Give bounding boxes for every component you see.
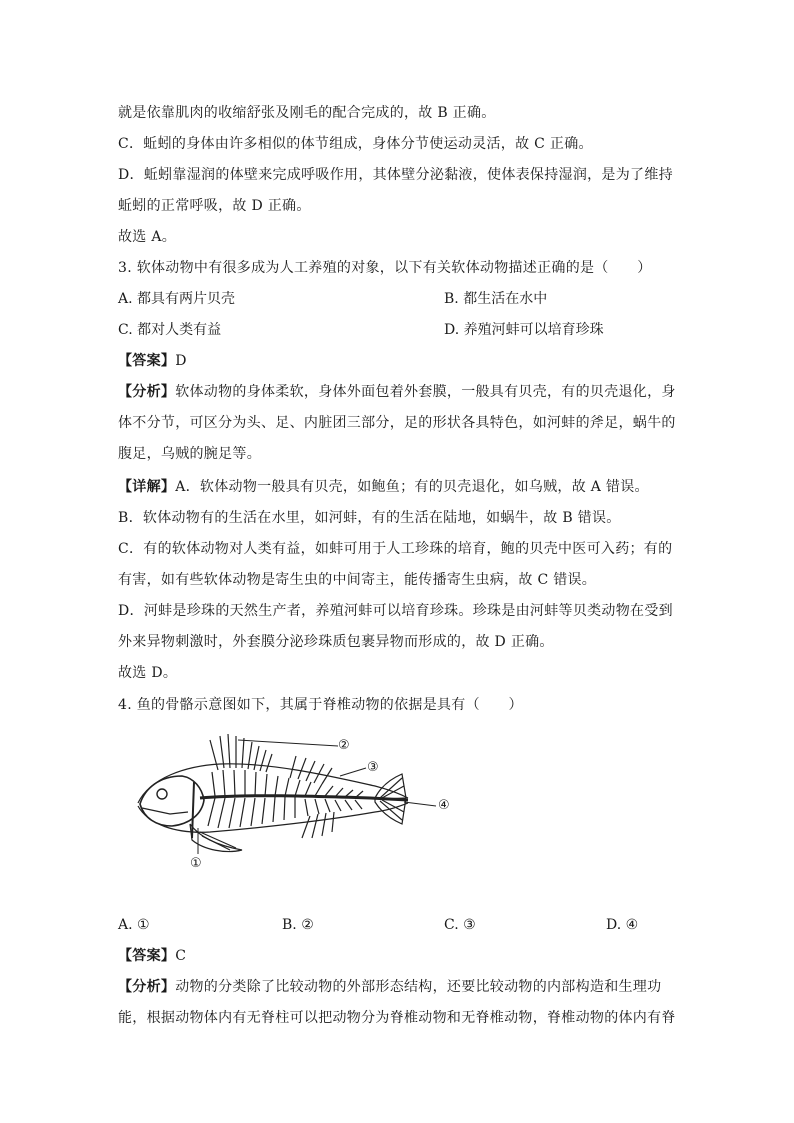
- question-3-stem: 3. 软体动物中有很多成为人工养殖的对象，以下有关软体动物描述正确的是（ ）: [118, 260, 652, 276]
- analysis-tag: 【分析】: [118, 979, 176, 995]
- answer-value: C: [175, 948, 187, 964]
- q3-option-a: A. 都具有两片贝壳: [118, 291, 236, 307]
- answer-value: D: [175, 353, 187, 369]
- q4-answer: [118, 946, 186, 966]
- figure-label-1: ①: [190, 856, 202, 871]
- text-line: D．蚯蚓靠湿润的体壁来完成呼吸作用，其体壁分泌黏液，使体表保持湿润，是为了维持: [118, 167, 673, 183]
- q3-option-c: C. 都对人类有益: [118, 322, 222, 338]
- q3-detail-line: D．河蚌是珍珠的天然生产者，养殖河蚌可以培育珍珠。珍珠是由河蚌等贝类动物在受到: [118, 603, 673, 619]
- q4-analysis-line: [118, 977, 661, 997]
- text-line: 蚯蚓的正常呼吸，故 D 正确。: [118, 198, 311, 214]
- q3-detail-line: 外来异物刺激时，外套膜分泌珍珠质包裹异物而形成的，故 D 正确。: [118, 634, 554, 650]
- q3-detail-line: [118, 477, 649, 497]
- q3-answer: [118, 351, 187, 371]
- q4-option-b: B. ②: [282, 917, 314, 933]
- question-4-stem: 4. 鱼的骨骼示意图如下，其属于脊椎动物的依据是具有（ ）: [118, 697, 523, 713]
- q3-analysis-line: 体不分节，可区分为头、足、内脏团三部分，足的形状各具特色，如河蚌的斧足，蜗牛的: [118, 415, 676, 431]
- analysis-text: 动物的分类除了比较动物的外部形态结构，还要比较动物的内部构造和生理功: [175, 979, 662, 995]
- analysis-text: 软体动物的身体柔软，身体外面包着外套膜，一般具有贝壳，有的贝壳退化，身: [175, 384, 676, 400]
- q3-analysis-line: 腹足，乌贼的腕足等。: [118, 446, 261, 462]
- figure-label-2: ②: [338, 738, 350, 753]
- q3-detail-line: C．有的软体动物对人类有益，如蚌可用于人工珍珠的培育，鲍的贝壳中医可入药；有的: [118, 541, 673, 557]
- q3-detail-line: 故选 D。: [118, 665, 178, 681]
- answer-tag: 【答案】: [118, 948, 176, 964]
- q3-detail-line: B．软体动物有的生活在水里，如河蚌，有的生活在陆地，如蜗牛，故 B 错误。: [118, 510, 621, 526]
- analysis-tag: 【分析】: [118, 384, 176, 400]
- answer-tag: 【答案】: [118, 353, 176, 369]
- text-line: C．蚯蚓的身体由许多相似的体节组成，身体分节使运动灵活，故 C 正确。: [118, 136, 593, 152]
- detail-tag: 【详解】: [118, 479, 176, 495]
- text-line: 故选 A。: [118, 229, 177, 245]
- q3-detail-line: 有害，如有些软体动物是寄生虫的中间寄主，能传播寄生虫病，故 C 错误。: [118, 572, 597, 588]
- text-line: 就是依靠肌肉的收缩舒张及刚毛的配合完成的，故 B 正确。: [118, 105, 496, 121]
- figure-label-4: ④: [438, 798, 450, 813]
- q4-option-d: D. ④: [606, 917, 639, 933]
- q4-option-c: C. ③: [444, 917, 476, 933]
- figure-label-3: ③: [367, 760, 379, 775]
- q4-option-a: A. ①: [118, 917, 150, 933]
- q4-analysis-line: 能，根据动物体内有无脊柱可以把动物分为脊椎动物和无脊椎动物，脊椎动物的体内有脊: [118, 1010, 676, 1026]
- detail-text: A．软体动物一般具有贝壳，如鲍鱼；有的贝壳退化，如乌贼，故 A 错误。: [175, 479, 649, 495]
- q3-analysis-line: [118, 382, 676, 402]
- q3-option-b: B. 都生活在水中: [444, 291, 548, 307]
- fish-skeleton-figure: [130, 728, 460, 878]
- q3-option-d: D. 养殖河蚌可以培育珍珠: [444, 322, 604, 338]
